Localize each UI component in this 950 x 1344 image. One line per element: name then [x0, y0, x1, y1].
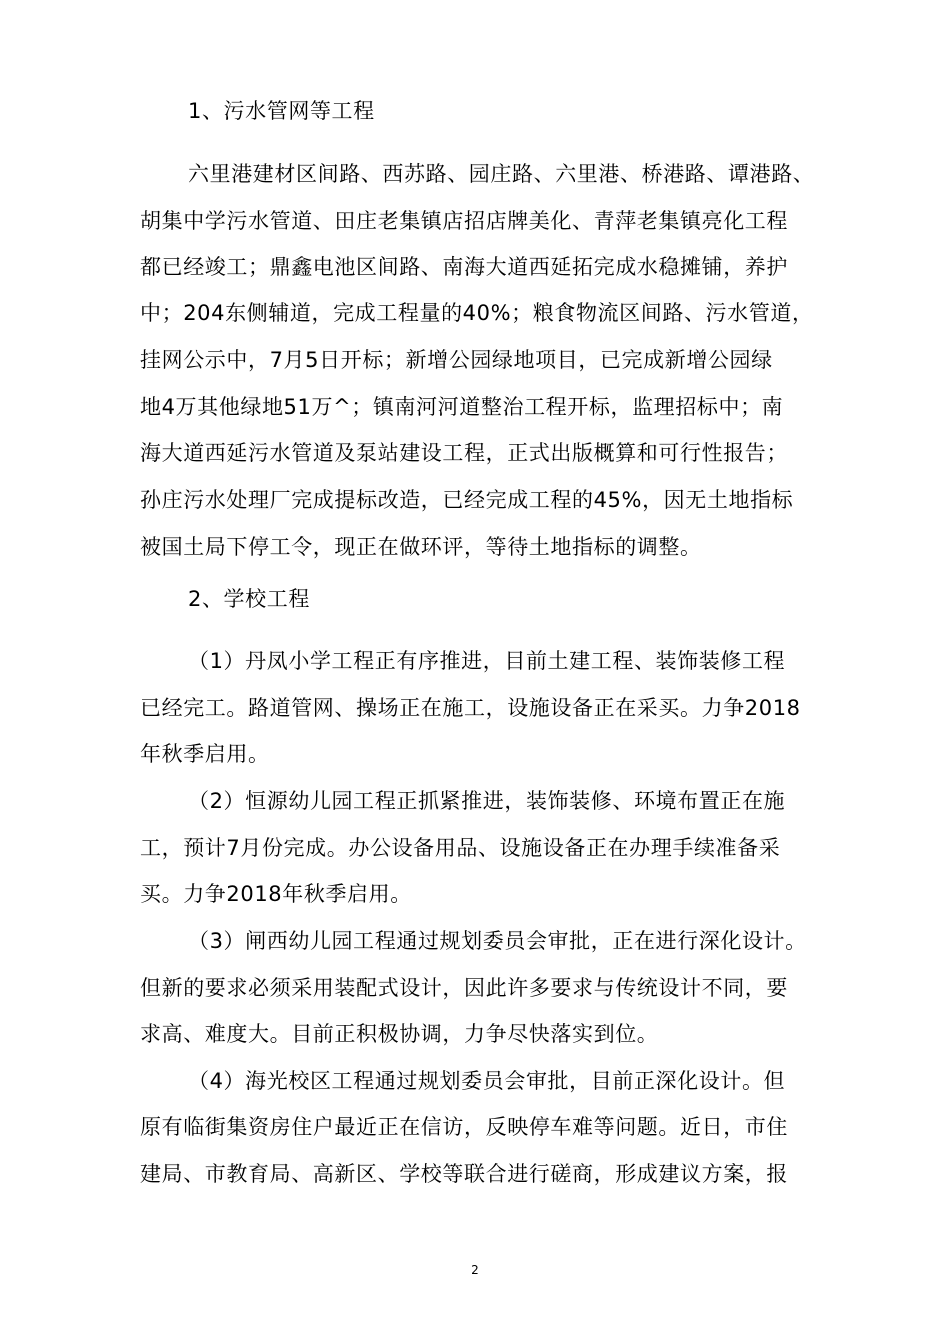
paragraph-line: （3）闸西幼儿园工程通过规划委员会审批，正在进行深化设计。	[188, 929, 807, 953]
paragraph-line: 都已经竣工；鼎鑫电池区间路、南海大道西延拓完成水稳摊铺，养护	[140, 255, 788, 279]
paragraph-line: 被国土局下停工令，现正在做环评，等待土地指标的调整。	[140, 535, 702, 559]
heading-sewage-network: 1、污水管网等工程	[188, 99, 375, 123]
paragraph-line: 建局、市教育局、高新区、学校等联合进行磋商，形成建议方案，报	[140, 1162, 788, 1186]
paragraph-line: 地4万其他绿地51万^；镇南河河道整治工程开标，监理招标中；南	[140, 395, 784, 419]
paragraph-line: （2）恒源幼儿园工程正抓紧推进，装饰装修、环境布置正在施	[188, 789, 786, 813]
paragraph-line: 年秋季启用。	[140, 742, 270, 766]
paragraph-line: 孙庄污水处理厂完成提标改造，已经完成工程的45%，因无土地指标	[140, 488, 794, 512]
heading-school-projects: 2、学校工程	[188, 587, 310, 611]
paragraph-line: 原有临街集资房住户最近正在信访，反映停车难等问题。近日，市住	[140, 1115, 788, 1139]
paragraph-line: 挂网公示中，7月5日开标；新增公园绿地项目，已完成新增公园绿	[140, 348, 773, 372]
paragraph-line: 求高、难度大。目前正积极协调，力争尽快落实到位。	[140, 1022, 659, 1046]
paragraph-line: 工，预计7月份完成。办公设备用品、设施设备正在办理手续准备采	[140, 836, 781, 860]
paragraph-line: 但新的要求必须采用装配式设计，因此许多要求与传统设计不同，要	[140, 976, 788, 1000]
paragraph-line: （4）海光校区工程通过规划委员会审批，目前正深化设计。但	[188, 1069, 786, 1093]
paragraph-line: 已经完工。路道管网、操场正在施工，设施设备正在采买。力争2018	[140, 696, 801, 720]
paragraph-line: 胡集中学污水管道、田庄老集镇店招店牌美化、青萍老集镇亮化工程	[140, 209, 788, 233]
paragraph-line: 六里港建材区间路、西苏路、园庄路、六里港、桥港路、谭港路、	[188, 162, 815, 186]
paragraph-line: （1）丹凤小学工程正有序推进，目前土建工程、装饰装修工程	[188, 649, 786, 673]
paragraph-line: 买。力争2018年秋季启用。	[140, 882, 412, 906]
page-number: 2	[471, 1263, 479, 1277]
paragraph-line: 海大道西延污水管道及泵站建设工程，正式出版概算和可行性报告；	[140, 441, 788, 465]
paragraph-line: 中；204东侧辅道，完成工程量的40%；粮食物流区间路、污水管道，	[140, 301, 814, 325]
